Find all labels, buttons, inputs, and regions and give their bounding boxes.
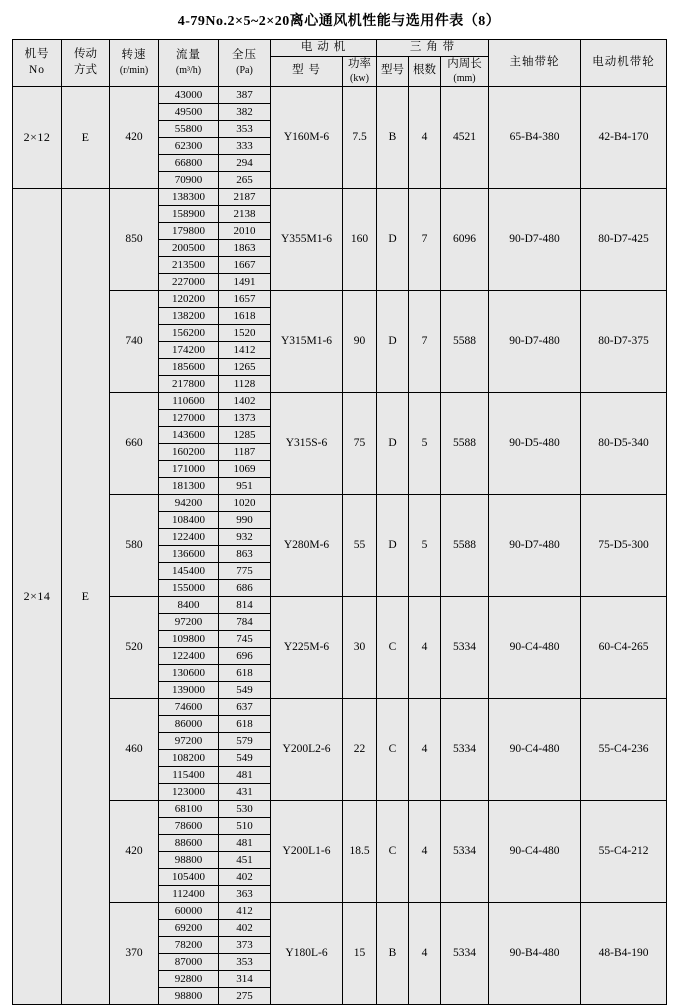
cell-motor-model: Y180L-6 [271,902,343,1004]
cell-belt-type: C [377,698,409,800]
cell-flow: 136600 [159,545,219,562]
header-shaft-pulley: 主轴带轮 [489,40,581,87]
cell-motor-power: 15 [343,902,377,1004]
cell-motor-pulley: 80-D5-340 [581,392,667,494]
cell-pressure: 775 [219,562,271,579]
cell-pressure: 1491 [219,273,271,290]
cell-flow: 55800 [159,120,219,137]
performance-table [12,39,667,1005]
table-head [13,40,667,87]
header-speed-line1: 转速 [121,49,147,62]
cell-belt-type: D [377,494,409,596]
cell-flow: 88600 [159,834,219,851]
cell-flow: 179800 [159,222,219,239]
cell-flow: 138200 [159,307,219,324]
cell-shaft-pulley: 90-D7-480 [489,188,581,290]
cell-belt-count: 4 [409,86,441,188]
cell-belt-length: 5334 [441,698,489,800]
cell-pressure: 549 [219,749,271,766]
cell-pressure: 618 [219,664,271,681]
cell-flow: 105400 [159,868,219,885]
cell-flow: 227000 [159,273,219,290]
header-motor-pulley: 电动机带轮 [581,40,667,87]
cell-motor-model: Y225M-6 [271,596,343,698]
cell-pressure: 431 [219,783,271,800]
cell-motor-power: 90 [343,290,377,392]
cell-motor-pulley: 48-B4-190 [581,902,667,1004]
header-belt-group: 三 角 带 [377,40,489,57]
cell-flow: 130600 [159,664,219,681]
cell-pressure: 275 [219,987,271,1004]
header-model-no-line1: 机号 [24,48,50,61]
header-flow [159,40,219,87]
cell-pressure: 481 [219,834,271,851]
cell-belt-length: 6096 [441,188,489,290]
cell-shaft-pulley: 90-D7-480 [489,494,581,596]
cell-flow: 174200 [159,341,219,358]
cell-speed: 520 [110,596,159,698]
cell-belt-type: B [377,86,409,188]
cell-belt-count: 5 [409,392,441,494]
cell-motor-pulley: 80-D7-425 [581,188,667,290]
cell-motor-power: 22 [343,698,377,800]
cell-flow: 68100 [159,800,219,817]
table-body [13,86,667,1004]
cell-flow: 160200 [159,443,219,460]
cell-belt-type: C [377,596,409,698]
cell-belt-count: 7 [409,290,441,392]
cell-motor-power: 7.5 [343,86,377,188]
cell-pressure: 745 [219,630,271,647]
cell-shaft-pulley: 90-B4-480 [489,902,581,1004]
cell-pressure: 1020 [219,494,271,511]
cell-pressure: 1187 [219,443,271,460]
cell-flow: 122400 [159,647,219,664]
cell-flow: 123000 [159,783,219,800]
cell-motor-pulley: 60-C4-265 [581,596,667,698]
header-motor-power [343,56,377,86]
header-motor-power-unit: (kw) [350,73,369,85]
cell-flow: 94200 [159,494,219,511]
cell-motor-model: Y315M1-6 [271,290,343,392]
cell-flow: 156200 [159,324,219,341]
cell-pressure: 1285 [219,426,271,443]
cell-pressure: 1402 [219,392,271,409]
cell-speed: 460 [110,698,159,800]
cell-flow: 115400 [159,766,219,783]
cell-belt-count: 7 [409,188,441,290]
table-row [13,290,667,307]
cell-pressure: 2138 [219,205,271,222]
cell-flow: 74600 [159,698,219,715]
cell-flow: 143600 [159,426,219,443]
header-speed [110,40,159,87]
cell-shaft-pulley: 65-B4-380 [489,86,581,188]
cell-shaft-pulley: 90-C4-480 [489,596,581,698]
cell-flow: 98800 [159,987,219,1004]
table-row [13,596,667,613]
cell-speed: 420 [110,800,159,902]
cell-flow: 97200 [159,732,219,749]
cell-flow: 78200 [159,936,219,953]
cell-flow: 185600 [159,358,219,375]
cell-flow: 98800 [159,851,219,868]
cell-belt-type: D [377,392,409,494]
cell-flow: 181300 [159,477,219,494]
cell-pressure: 373 [219,936,271,953]
cell-belt-length: 5588 [441,494,489,596]
header-belt-count: 根数 [409,56,441,86]
cell-pressure: 549 [219,681,271,698]
cell-belt-type: D [377,188,409,290]
header-flow-line1: 流量 [176,49,201,62]
cell-flow: 109800 [159,630,219,647]
cell-belt-count: 4 [409,800,441,902]
cell-pressure: 353 [219,120,271,137]
cell-flow: 112400 [159,885,219,902]
cell-pressure: 1667 [219,256,271,273]
cell-belt-length: 4521 [441,86,489,188]
cell-model-no: 2×12 [13,86,62,188]
cell-pressure: 451 [219,851,271,868]
cell-speed: 370 [110,902,159,1004]
cell-belt-length: 5334 [441,902,489,1004]
cell-motor-power: 30 [343,596,377,698]
header-belt-length [441,56,489,86]
cell-pressure: 1265 [219,358,271,375]
cell-motor-model: Y315S-6 [271,392,343,494]
cell-motor-pulley: 75-D5-300 [581,494,667,596]
cell-pressure: 265 [219,171,271,188]
cell-flow: 62300 [159,137,219,154]
cell-belt-count: 4 [409,698,441,800]
table-row [13,902,667,919]
cell-flow: 155000 [159,579,219,596]
cell-pressure: 618 [219,715,271,732]
cell-motor-model: Y200L2-6 [271,698,343,800]
cell-flow: 78600 [159,817,219,834]
cell-drive-type: E [62,188,110,1004]
header-motor-model: 型 号 [271,56,343,86]
cell-flow: 49500 [159,103,219,120]
cell-belt-length: 5334 [441,596,489,698]
cell-flow: 158900 [159,205,219,222]
cell-motor-power: 160 [343,188,377,290]
cell-motor-model: Y200L1-6 [271,800,343,902]
cell-flow: 145400 [159,562,219,579]
cell-pressure: 579 [219,732,271,749]
cell-pressure: 402 [219,868,271,885]
cell-belt-length: 5588 [441,392,489,494]
table-row [13,800,667,817]
cell-belt-length: 5334 [441,800,489,902]
cell-pressure: 2010 [219,222,271,239]
cell-pressure: 353 [219,953,271,970]
cell-pressure: 1069 [219,460,271,477]
cell-pressure: 814 [219,596,271,613]
cell-pressure: 1657 [219,290,271,307]
header-drive-type [62,40,110,87]
cell-flow: 213500 [159,256,219,273]
cell-flow: 97200 [159,613,219,630]
cell-flow: 127000 [159,409,219,426]
cell-flow: 217800 [159,375,219,392]
cell-pressure: 696 [219,647,271,664]
cell-motor-pulley: 42-B4-170 [581,86,667,188]
cell-pressure: 1618 [219,307,271,324]
cell-pressure: 314 [219,970,271,987]
cell-flow: 108200 [159,749,219,766]
cell-pressure: 382 [219,103,271,120]
cell-belt-count: 4 [409,902,441,1004]
cell-pressure: 402 [219,919,271,936]
cell-pressure: 510 [219,817,271,834]
cell-pressure: 686 [219,579,271,596]
cell-pressure: 1128 [219,375,271,392]
cell-flow: 86000 [159,715,219,732]
header-motor-group: 电 动 机 [271,40,377,57]
header-model-no [13,40,62,87]
cell-pressure: 530 [219,800,271,817]
cell-pressure: 1373 [219,409,271,426]
cell-motor-pulley: 55-C4-236 [581,698,667,800]
cell-speed: 740 [110,290,159,392]
cell-flow: 120200 [159,290,219,307]
header-speed-unit: (r/min) [119,64,149,76]
table-row [13,392,667,409]
page-title: 4-79No.2×5~2×20离心通风机性能与选用件表（8） [177,14,501,29]
cell-motor-model: Y355M1-6 [271,188,343,290]
cell-flow: 92800 [159,970,219,987]
cell-pressure: 333 [219,137,271,154]
cell-belt-type: D [377,290,409,392]
cell-pressure: 294 [219,154,271,171]
cell-shaft-pulley: 90-D7-480 [489,290,581,392]
cell-pressure: 1520 [219,324,271,341]
cell-flow: 108400 [159,511,219,528]
cell-belt-count: 4 [409,596,441,698]
header-belt-length-line1: 内周长 [447,57,482,70]
cell-belt-count: 5 [409,494,441,596]
cell-pressure: 951 [219,477,271,494]
cell-motor-model: Y280M-6 [271,494,343,596]
header-model-no-line2: No [28,63,46,76]
header-belt-length-unit: (mm) [453,73,476,85]
header-belt-type: 型号 [377,56,409,86]
cell-flow: 66800 [159,154,219,171]
cell-pressure: 932 [219,528,271,545]
table-row [13,698,667,715]
cell-speed: 580 [110,494,159,596]
cell-pressure: 637 [219,698,271,715]
table-row [13,86,667,103]
table-row [13,494,667,511]
cell-flow: 139000 [159,681,219,698]
cell-pressure: 1412 [219,341,271,358]
cell-belt-type: C [377,800,409,902]
cell-speed: 420 [110,86,159,188]
cell-shaft-pulley: 90-C4-480 [489,800,581,902]
cell-flow: 200500 [159,239,219,256]
cell-belt-length: 5588 [441,290,489,392]
header-drive-type-line1: 传动 [74,48,97,61]
cell-model-no: 2×14 [13,188,62,1004]
cell-pressure: 784 [219,613,271,630]
header-motor-power-line1: 功率 [348,57,371,70]
cell-motor-model: Y160M-6 [271,86,343,188]
cell-pressure: 2187 [219,188,271,205]
cell-pressure: 863 [219,545,271,562]
cell-pressure: 990 [219,511,271,528]
cell-pressure: 363 [219,885,271,902]
cell-flow: 110600 [159,392,219,409]
header-pressure [219,40,271,87]
cell-flow: 60000 [159,902,219,919]
cell-flow: 138300 [159,188,219,205]
cell-drive-type: E [62,86,110,188]
cell-flow: 122400 [159,528,219,545]
cell-pressure: 481 [219,766,271,783]
header-row-1 [13,40,667,57]
cell-flow: 171000 [159,460,219,477]
cell-pressure: 1863 [219,239,271,256]
header-pressure-line1: 全压 [232,49,257,62]
cell-flow: 8400 [159,596,219,613]
header-drive-type-line2: 方式 [74,63,97,76]
cell-belt-type: B [377,902,409,1004]
cell-flow: 70900 [159,171,219,188]
header-flow-unit: (m³/h) [175,64,202,76]
cell-speed: 850 [110,188,159,290]
cell-speed: 660 [110,392,159,494]
cell-flow: 43000 [159,86,219,103]
cell-pressure: 387 [219,86,271,103]
cell-motor-power: 75 [343,392,377,494]
cell-shaft-pulley: 90-C4-480 [489,698,581,800]
cell-motor-pulley: 55-C4-212 [581,800,667,902]
cell-flow: 69200 [159,919,219,936]
header-pressure-unit: (Pa) [236,64,253,76]
table-row [13,188,667,205]
cell-pressure: 412 [219,902,271,919]
cell-flow: 87000 [159,953,219,970]
cell-motor-pulley: 80-D7-375 [581,290,667,392]
cell-motor-power: 18.5 [343,800,377,902]
cell-shaft-pulley: 90-D5-480 [489,392,581,494]
cell-motor-power: 55 [343,494,377,596]
